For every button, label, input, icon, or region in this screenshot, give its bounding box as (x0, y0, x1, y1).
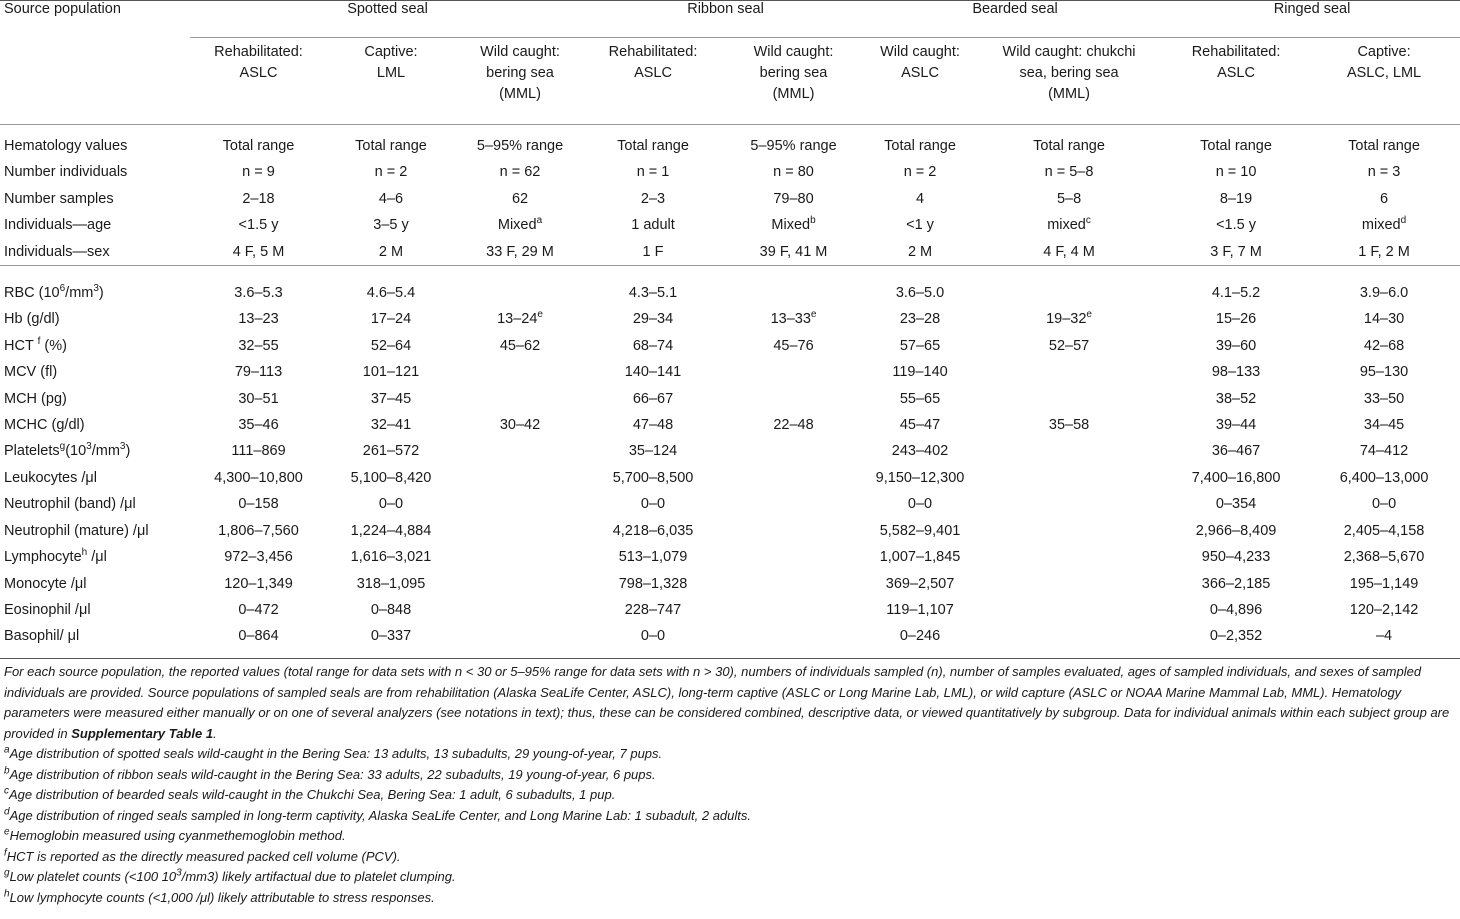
table-cell: 35–124 (628, 443, 678, 460)
footnote-f: $^f$HCT is reported as the directly measured packed cell volume (PCV). (4, 847, 401, 864)
header-source-population: Source population (0, 1, 190, 38)
table-cell: 2–3 (640, 190, 666, 207)
table-cell (455, 571, 585, 597)
table-cell: 29–34 (632, 311, 674, 328)
table-cell: Mixed$^a$ (497, 215, 543, 234)
table-cell: 15–26 (1215, 311, 1257, 328)
hematology-row (0, 386, 1460, 412)
table-cell: 4 (915, 190, 925, 207)
table-cell: 68–74 (632, 337, 674, 354)
row-label: Leukocytes /μl (4, 469, 97, 486)
table-cell: 22–48 (773, 417, 814, 434)
row-label: Individuals—sex (4, 243, 110, 260)
table-cell: 120–2,142 (1349, 601, 1419, 618)
table-cell (721, 491, 866, 517)
table-cell: 798–1,328 (618, 575, 688, 592)
subheader-col-9: Captive: ASLC, LML (1346, 44, 1422, 81)
table-cell: 36–467 (1211, 443, 1261, 460)
hematology-row (0, 597, 1460, 623)
table-cell: 0–0 (378, 496, 404, 513)
table-cell: 3.6–5.0 (895, 285, 945, 302)
row-label: MCV (fl) (4, 364, 58, 381)
table-cell (974, 465, 1164, 491)
table-cell: 13–23 (238, 311, 279, 328)
table-cell: 42–68 (1363, 337, 1405, 354)
table-cell (974, 438, 1164, 464)
table-cell: 33 F, 29 M (486, 243, 554, 260)
table-cell (721, 280, 866, 306)
hematology-row (0, 465, 1460, 491)
table-cell: 2,966–8,409 (1195, 522, 1277, 539)
table-cell: 45–62 (499, 337, 541, 354)
table-cell (721, 386, 866, 412)
table-cell: 366–2,185 (1201, 575, 1271, 592)
hematology-row (0, 359, 1460, 385)
table-cell (455, 280, 585, 306)
row-label: Neutrophil (mature) /μl (4, 522, 149, 539)
table-cell: 95–130 (1359, 364, 1409, 381)
table-cell: 0–0 (907, 496, 933, 513)
hematology-row (0, 280, 1460, 306)
table-cell: 79–80 (773, 190, 814, 207)
table-cell (455, 544, 585, 570)
table-cell: n = 10 (1215, 164, 1257, 181)
table-cell: <1.5 y (1216, 217, 1256, 234)
table-cell: 0–0 (640, 628, 666, 645)
row-label: Basophil/ μl (4, 628, 80, 645)
table-cell (974, 597, 1164, 623)
subheader-col-4: Rehabilitated: ASLC (608, 44, 698, 81)
table-cell: 0–0 (640, 496, 666, 513)
footnote-e: $^e$Hemoglobin measured using cyanmethemoglobin method. (4, 826, 346, 843)
table-cell: 1,224–4,884 (350, 522, 432, 539)
table-cell: 2,405–4,158 (1343, 522, 1425, 539)
table-cell: 2 M (378, 243, 404, 260)
table-cell: 5,700–8,500 (612, 469, 694, 486)
footnote-h: $^h$Low lymphocyte counts (<1,000 /μl) likely attributable to stress responses. (4, 888, 435, 905)
row-label: MCHC (g/dl) (4, 417, 85, 434)
table-cell: 3–5 y (373, 217, 409, 234)
table-cell (455, 438, 585, 464)
table-cell: 2 M (907, 243, 933, 260)
table-cell: 5–95% range (750, 138, 837, 154)
table-cell: n = 5–8 (1044, 164, 1094, 181)
table-cell (721, 544, 866, 570)
demographic-row (0, 186, 1460, 212)
footnote-a: $^a$Age distribution of spotted seals wild-caught in the Bering Sea: 13 adults, 13 subadults, 29 young-of-year, 7 pups. (4, 744, 663, 761)
table-cell: 0–246 (899, 628, 941, 645)
table-cell: <1.5 y (238, 217, 279, 234)
table-cell: 79–113 (234, 364, 283, 381)
table-cell: 52–64 (370, 337, 412, 354)
row-label: Hb (g/dl) (4, 311, 60, 328)
table-cell: 8–19 (1219, 190, 1253, 207)
table-cell: 13–33e (770, 309, 817, 328)
table-cell: 0–4,896 (1209, 601, 1263, 618)
table-cell: 1 F, 2 M (1358, 243, 1410, 260)
table-cell: 74–412 (1359, 443, 1409, 460)
table-cell: 0–472 (238, 601, 279, 618)
table-cell: 0–354 (1215, 496, 1257, 513)
table-cell: 19–32e (1046, 309, 1092, 328)
table-footnotes (4, 662, 1456, 908)
row-label: Number individuals (4, 164, 128, 181)
hematology-row (0, 491, 1460, 517)
hematology-row (0, 623, 1460, 649)
table-cell: 2–18 (242, 190, 275, 207)
table-cell: 5–95% range (476, 138, 564, 154)
row-label: Monocyte /μl (4, 575, 87, 592)
table-cell: n = 2 (903, 164, 937, 181)
group-bearded-seal: Bearded seal (866, 1, 1164, 38)
table-cell: 39–44 (1215, 417, 1257, 434)
table-cell: 3.6–5.3 (234, 285, 283, 302)
subheader-col-1: Rehabilitated: ASLC (214, 44, 303, 81)
table-cell: 23–28 (899, 311, 941, 328)
table-cell: 4.1–5.2 (1211, 285, 1261, 302)
table-cell: 5,582–9,401 (879, 522, 961, 539)
table-cell: 98–133 (1211, 364, 1261, 381)
footnote-b: $^b$Age distribution of ribbon seals wild-caught in the Bering Sea: 33 adults, 22 subadults, 19 young-of-year, 6 pups. (4, 765, 656, 782)
table-cell (974, 386, 1164, 412)
table-cell: 5–8 (1056, 190, 1082, 207)
row-label: HCT $^f$ (%) (4, 336, 67, 354)
subheader-col-2: Captive: LML (364, 44, 418, 81)
group-ribbon-seal: Ribbon seal (585, 1, 866, 38)
table-cell: 55–65 (899, 390, 941, 407)
row-label: Neutrophil (band) /μl (4, 496, 136, 513)
table-cell (721, 438, 866, 464)
table-cell: 1 F (642, 243, 664, 260)
table-cell: 513–1,079 (618, 549, 688, 566)
table-cell: 119–1,107 (886, 601, 954, 618)
subheader-empty (0, 38, 190, 125)
table-cell: 34–45 (1363, 417, 1405, 434)
table-cell (974, 280, 1164, 306)
table-cell: 1,007–1,845 (879, 549, 961, 566)
table-cell: mixed$^d$ (1361, 215, 1407, 234)
group-spotted-seal: Spotted seal (190, 1, 585, 38)
caption-text: For each source population, the reported values (total range for data sets with n < 30 or 5–95% range for data sets with n > 30), numbers of individuals sampled (n), number of samples evaluated, ages of sampled individuals, and sexes of sampled individuals are provided. Source populations of sampled seals are from rehabilitation (Alaska SeaLife Center, ASLC), long-term captive (ASLC or Long Marine Lab, LML), or wild capture (ASLC or NOAA Marine Mammal Lab, MML). Hematology parameters were measured either manually or on one of several analyzers (see notations in text); thus, these can be considered combined, descriptive data, or viewed quantitatively by subgroup. Data for individual animals within each subject group are provided in Supplementary Table 1. (4, 664, 1450, 741)
table-cell: 33–50 (1363, 390, 1405, 407)
table-cell: 32–41 (370, 417, 412, 434)
table-cell: mixed$^c$ (1047, 215, 1091, 234)
footnote-c: $^c$Age distribution of bearded seals wild-caught in the Chukchi Sea, Bering Sea: 1 adult, 6 subadults, 1 pup. (4, 785, 616, 802)
table-cell: n = 62 (499, 164, 541, 181)
table-cell: 2,368–5,670 (1343, 549, 1425, 566)
table-cell (974, 359, 1164, 385)
table-cell: 39–60 (1215, 337, 1257, 354)
hematology-row (0, 544, 1460, 570)
table-cell (721, 359, 866, 385)
table-cell: 0–864 (238, 628, 279, 645)
table-cell: 1,616–3,021 (350, 549, 432, 566)
table-cell: 4.6–5.4 (366, 285, 416, 302)
table-cell: Total range (355, 138, 427, 154)
table-cell (974, 571, 1164, 597)
table-cell: 45–47 (899, 417, 941, 434)
table-cell: 101–121 (362, 364, 420, 381)
table-cell (455, 518, 585, 544)
demographic-row (0, 133, 1460, 159)
table-cell (974, 544, 1164, 570)
row-label: $Platelets^g(10^3/mm^3)$ (4, 441, 131, 460)
table-cell: 3 F, 7 M (1210, 243, 1262, 260)
table-cell (455, 386, 585, 412)
table-cell: 261–572 (362, 443, 420, 460)
table-cell: Total range (1348, 138, 1420, 154)
table-cell: n = 9 (242, 164, 275, 181)
table-cell: 1 adult (631, 217, 675, 234)
table-cell: 14–30 (1363, 311, 1405, 328)
table-cell: 228–747 (624, 601, 682, 618)
table-cell: 9,150–12,300 (875, 469, 965, 486)
row-label: Lymphocyte$^h$ /μl (4, 547, 107, 566)
table-cell: 6 (1380, 190, 1389, 207)
table-cell: 35–58 (1048, 417, 1090, 434)
footnote-g: $^g$Low platelet counts (<100 $10^3/mm3$) likely artifactual due to platelet clumping. (4, 867, 456, 884)
table-cell (721, 518, 866, 544)
group-ringed-seal: Ringed seal (1164, 1, 1460, 38)
table-cell: 38–52 (1215, 390, 1257, 407)
row-label: Eosinophil /μl (4, 601, 91, 618)
table-cell: 950–4,233 (1201, 549, 1271, 566)
hematology-row (0, 306, 1460, 332)
table-cell: 47–48 (632, 417, 674, 434)
table-cell (455, 623, 585, 649)
row-label: MCH (pg) (4, 390, 67, 407)
table-cell: 35–46 (238, 417, 279, 434)
table-cell: 30–42 (499, 417, 541, 434)
table-cell: 0–337 (370, 628, 412, 645)
table-cell: 4 F, 5 M (232, 243, 285, 260)
subheader-col-3: Wild caught: bering sea (MML) (480, 44, 560, 102)
table-cell (721, 623, 866, 649)
table-cell (721, 597, 866, 623)
table-cell: n = 1 (636, 164, 670, 181)
hematology-row (0, 518, 1460, 544)
table-cell: 318–1,095 (356, 575, 426, 592)
table-cell: 0–0 (1371, 496, 1397, 513)
table-cell: n = 2 (374, 164, 408, 181)
table-cell: 17–24 (370, 311, 412, 328)
table-cell: 30–51 (238, 390, 279, 407)
demographic-row (0, 159, 1460, 185)
table-cell: 111–869 (231, 443, 286, 460)
table-cell: –4 (1375, 628, 1393, 645)
subheader-col-6: Wild caught: ASLC (880, 44, 960, 81)
table-cell: <1 y (906, 217, 934, 234)
table-cell: 369–2,507 (885, 575, 955, 592)
table-cell: 0–158 (238, 496, 279, 513)
subheader-col-5: Wild caught: bering sea (MML) (753, 44, 834, 102)
table-cell: 57–65 (899, 337, 941, 354)
subheader-col-7: Wild caught: chukchi sea, bering sea (MML) (1002, 44, 1136, 102)
table-cell: Total range (1200, 138, 1272, 154)
table-cell: 7,400–16,800 (1191, 469, 1281, 486)
table-cell: 4.3–5.1 (628, 285, 678, 302)
table-cell: 39 F, 41 M (759, 243, 828, 260)
table-cell: 4,300–10,800 (214, 469, 303, 486)
footnote-d: $^d$Age distribution of ringed seals sampled in long-term captivity, Alaska SeaLife Center, and Long Marine Lab: 1 subadult, 2 adults. (4, 806, 751, 823)
table-cell: 1,806–7,560 (218, 522, 299, 539)
demographic-row (0, 212, 1460, 238)
table-cell (721, 465, 866, 491)
table-cell: 66–67 (632, 390, 674, 407)
table-cell: 5,100–8,420 (350, 469, 432, 486)
hematology-row (0, 333, 1460, 359)
table-cell: n = 80 (773, 164, 814, 181)
table-cell: 13–24e (497, 309, 543, 328)
table-cell: Total range (884, 138, 956, 154)
table-cell (721, 571, 866, 597)
table-cell (974, 491, 1164, 517)
table-cell (455, 359, 585, 385)
table-cell: 4 F, 4 M (1043, 243, 1095, 260)
table-cell: n = 3 (1367, 164, 1401, 181)
table-cell (974, 623, 1164, 649)
hematology-row (0, 412, 1460, 438)
table-cell (455, 465, 585, 491)
table-cell: 140–141 (624, 364, 682, 381)
hematology-row (0, 571, 1460, 597)
table-cell: 62 (511, 190, 529, 207)
row-label: Individuals—age (4, 217, 112, 234)
table-cell: 6,400–13,000 (1339, 469, 1429, 486)
table-cell: 243–402 (891, 443, 949, 460)
demographic-row (0, 239, 1460, 266)
table-cell: 972–3,456 (224, 549, 293, 566)
table-cell: 3.9–6.0 (1359, 285, 1409, 302)
table-cell: 0–848 (370, 601, 412, 618)
table-cell: 37–45 (370, 390, 412, 407)
table-cell: Total range (617, 138, 689, 154)
row-label: RBC $(10^6/mm^3)$ (4, 283, 104, 302)
subheader-col-8: Rehabilitated: ASLC (1191, 44, 1281, 81)
table-cell: 195–1,149 (1349, 575, 1419, 592)
table-cell: Total range (222, 138, 295, 154)
table-cell: 45–76 (773, 337, 814, 354)
table-cell: 4,218–6,035 (612, 522, 694, 539)
table-cell: Total range (1033, 138, 1105, 154)
row-label: Hematology values (4, 138, 128, 154)
table-cell: 4–6 (378, 190, 404, 207)
table-cell: 120–1,349 (224, 575, 293, 592)
table-cell: Mixed$^b$ (771, 215, 816, 234)
table-cell: 0–2,352 (1209, 628, 1263, 645)
hematology-row (0, 438, 1460, 464)
table-cell (455, 491, 585, 517)
table-cell (455, 597, 585, 623)
table-cell: 52–57 (1048, 337, 1090, 354)
table-cell (974, 518, 1164, 544)
table-cell: 32–55 (238, 337, 279, 354)
row-label: Number samples (4, 190, 114, 207)
table-cell: 119–140 (892, 364, 948, 381)
